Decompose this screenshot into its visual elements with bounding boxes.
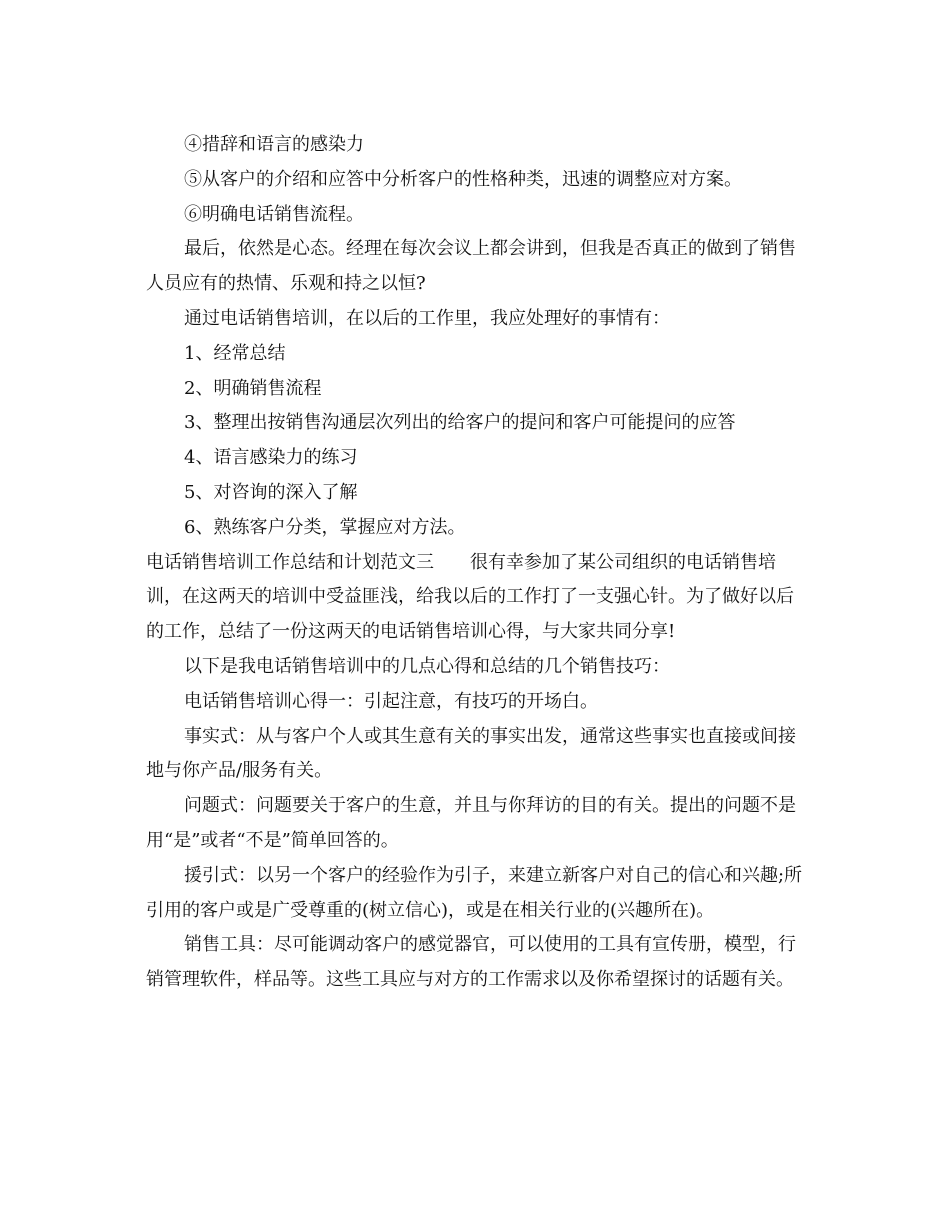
paragraph: 电话销售培训心得一：引起注意，有技巧的开场白。 — [184, 690, 598, 712]
section-heading-paragraph: 电话销售培训工作总结和计划范文三 很有幸参加了某公司组织的电话销售培训，在这两天的培训中受益匪浅，给我以后的工作打了一支强心针。为了做好以后的工作，总结了一份这两天的电话销售培训心得，与大家共同分享! — [146, 551, 794, 643]
list-item: 3、整理出按销售沟通层次列出的给客户的提问和客户可能提问的应答 — [184, 412, 736, 434]
paragraph: 援引式：以另一个客户的经验作为引子，来建立新客户对自己的信心和兴趣;所引用的客户或是广受尊重的(树立信心)，或是在相关行业的(兴趣所在)。 — [146, 864, 803, 921]
paragraph: ⑥明确电话销售流程。 — [184, 203, 364, 225]
list-item: 6、熟练客户分类，掌握应对方法。 — [184, 516, 466, 538]
paragraph: 最后，依然是心态。经理在每次会议上都会讲到，但我是否真正的做到了销售人员应有的热情、乐观和持之以恒? — [146, 238, 796, 295]
document-body — [146, 128, 806, 998]
list-item: 4、语言感染力的练习 — [184, 447, 358, 469]
list-item: 1、经常总结 — [184, 342, 286, 364]
paragraph: 通过电话销售培训，在以后的工作里，我应处理好的事情有： — [184, 307, 670, 329]
list-item: 2、明确销售流程 — [184, 377, 322, 399]
paragraph: 问题式：问题要关于客户的生意，并且与你拜访的目的有关。提出的问题不是用“是”或者“不是”简单回答的。 — [146, 795, 796, 851]
paragraph: 以下是我电话销售培训中的几点心得和总结的几个销售技巧： — [184, 655, 670, 677]
list-item: 5、对咨询的深入了解 — [184, 481, 358, 503]
paragraph: 事实式：从与客户个人或其生意有关的事实出发，通常这些事实也直接或间接地与你产品/服务有关。 — [146, 725, 796, 782]
paragraph: ④措辞和语言的感染力 — [184, 134, 364, 155]
paragraph: ⑤从客户的介绍和应答中分析客户的性格种类，迅速的调整应对方案。 — [184, 168, 742, 190]
paragraph: 销售工具：尽可能调动客户的感觉器官，可以使用的工具有宣传册，模型，行销管理软件，样品等。这些工具应与对方的工作需求以及你希望探讨的话题有关。 — [146, 934, 796, 991]
